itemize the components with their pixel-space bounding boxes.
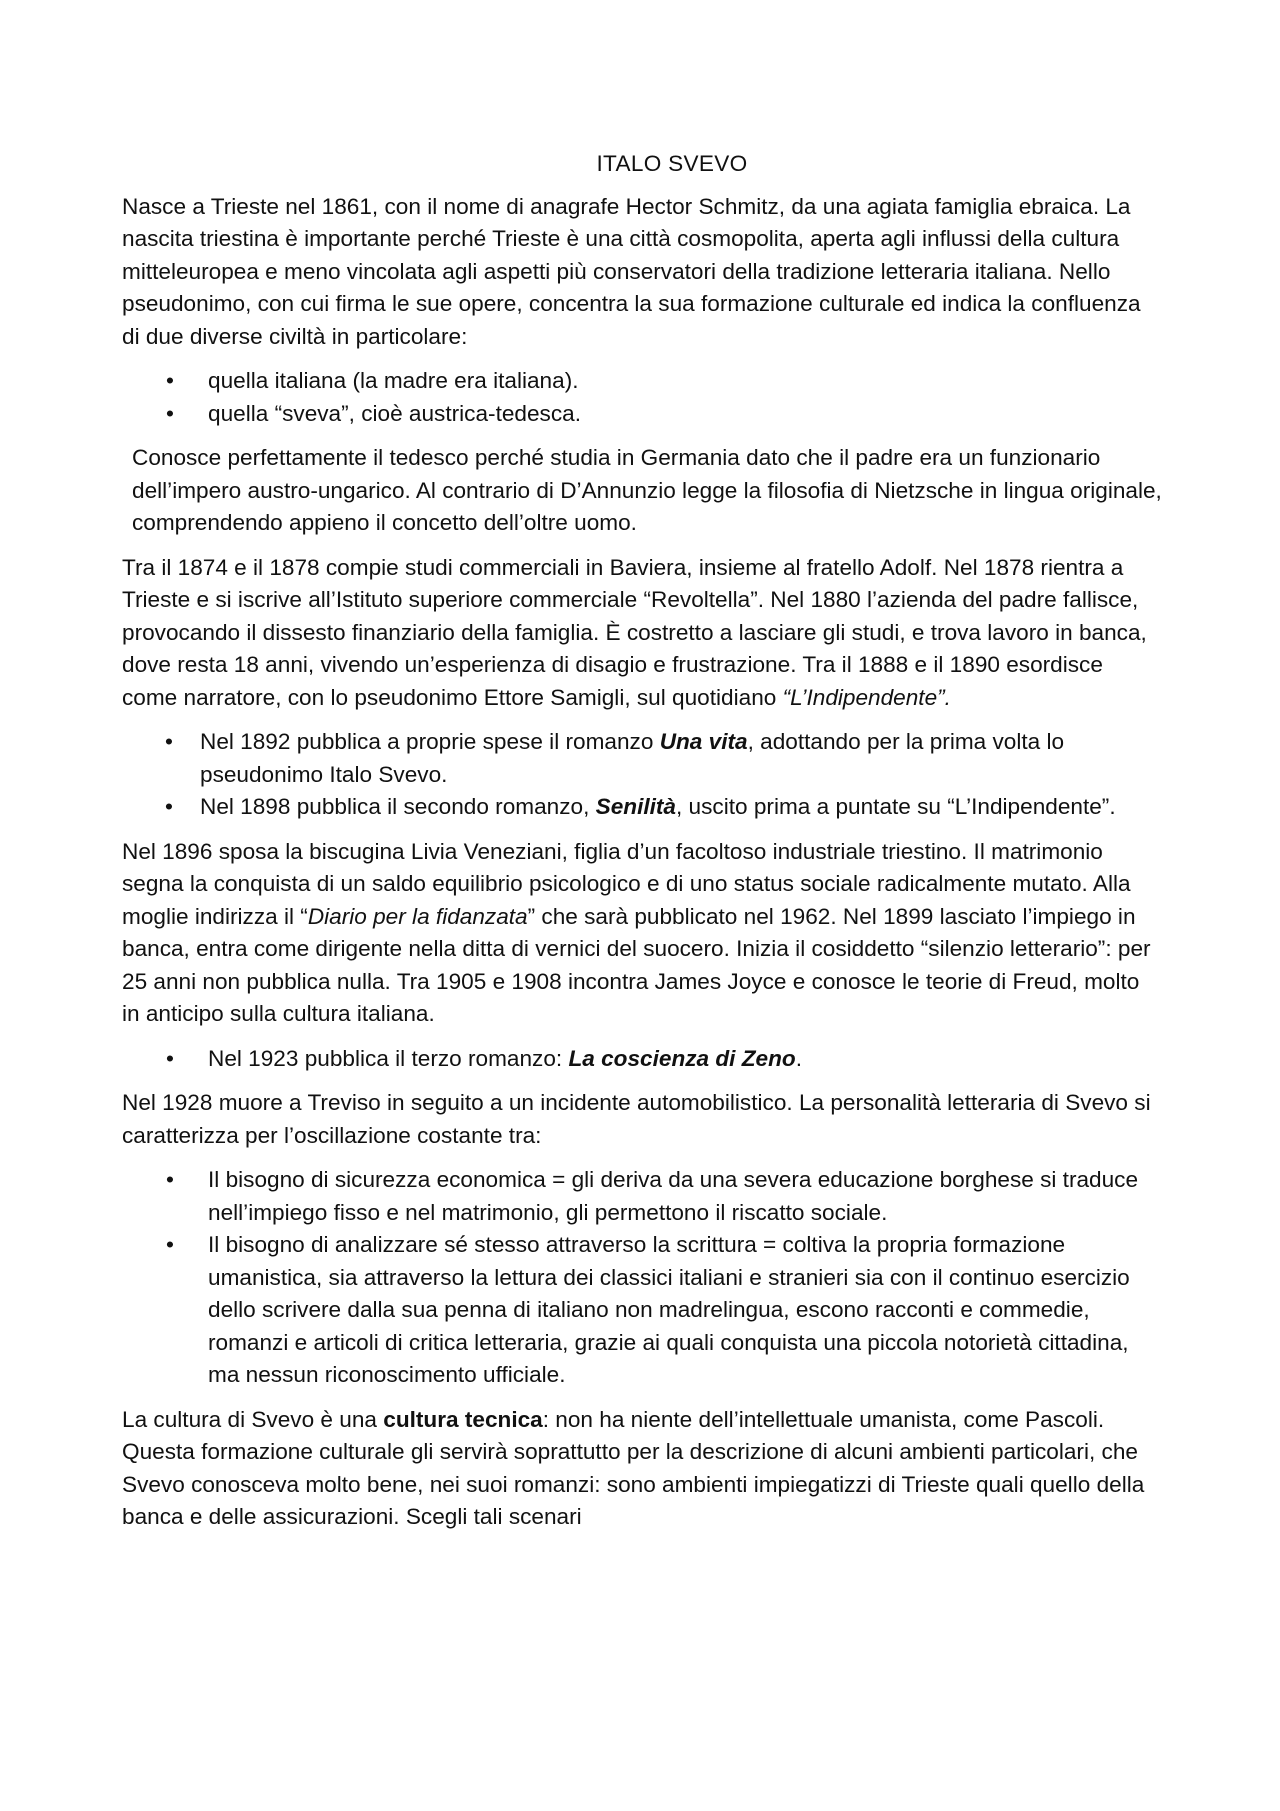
newspaper-title: “L’Indipendente”.	[782, 684, 951, 710]
list-item	[122, 791, 1162, 824]
paragraph-text: : non ha niente dell’intellettuale umanista, come Pascoli. Questa formazione culturale gli servirà soprattutto per la descrizione di alcuni ambienti particolari, che Svevo conosceva molto bene, nei suoi romanzi: sono ambienti impiegatizzi di Trieste quali quello della banca e delle assicurazioni. Scegli tali scenari	[122, 1406, 1145, 1529]
list-item-text: Nel 1892 pubblica a proprie spese il romanzo	[200, 729, 660, 754]
paragraph-text: Nel 1896 sposa la biscugina Livia Veneziani, figlia d’un facoltoso industriale triestino. Il matrimonio segna la conquista di un saldo equilibrio psicologico e di uno status sociale radicalmente mutato. Alla moglie indirizza il “	[122, 838, 1131, 929]
paragraph-studies	[122, 552, 1162, 715]
novel-title: La coscienza di Zeno	[568, 1045, 796, 1071]
paragraph-culture	[122, 1404, 1162, 1534]
list-item-text: , adottando per la prima volta lo pseudonimo Italo Svevo.	[200, 729, 1065, 787]
bullet-list-personality	[122, 1164, 1162, 1392]
paragraph-text: ” che sarà pubblicato nel 1962. Nel 1899 lasciato l’impiego in banca, entra come dirigente nella ditta di vernici del suocero. Inizia il cosiddetto “silenzio letterario”: per 25 anni non pubblica nulla. Tra 1905 e 1908 incontra James Joyce e conosce le teorie di Freud, molto in anticipo sulla cultura italiana.	[122, 903, 1151, 1026]
paragraph-marriage	[122, 836, 1162, 1031]
list-item: • quella italiana (la madre era italiana).	[122, 365, 1162, 398]
list-item-text: .	[795, 1045, 802, 1071]
paragraph-text: La cultura di Svevo è una	[122, 1406, 384, 1432]
bullet-list-zeno	[122, 1043, 1162, 1076]
document-title: ITALO SVEVO	[596, 151, 748, 176]
list-item-text: Nel 1898 pubblica il secondo romanzo,	[200, 794, 596, 819]
list-item-text: , uscito prima a puntate su “L’Indipendente”.	[676, 794, 1116, 819]
bullet-list-novels	[122, 726, 1162, 824]
list-item: • Il bisogno di analizzare sé stesso attraverso la scrittura = coltiva la propria formazione umanistica, sia attraverso la lettura dei classici italiani e stranieri sia con il continuo esercizio dello scrivere dalla sua penna di italiano non madrelingua, escono racconti e commedie, romanzi e articoli di critica letteraria, grazie ai quali conquista una piccola notorietà cittadina, ma nessun riconoscimento ufficiale.	[122, 1229, 1162, 1392]
paragraph-german: Conosce perfettamente il tedesco perché studia in Germania dato che il padre era un funzionario dell’impero austro-ungarico. Al contrario di D’Annunzio legge la filosofia di Nietzsche in lingua originale, comprendendo appieno il concetto dell’oltre uomo.	[132, 445, 1162, 535]
paragraph-death: Nel 1928 muore a Treviso in seguito a un incidente automobilistico. La personalità letteraria di Svevo si caratterizza per l’oscillazione costante tra:	[122, 1090, 1151, 1148]
bullet-list-civilizations	[122, 365, 1162, 430]
list-item: • Il bisogno di sicurezza economica = gli deriva da una severa educazione borghese si traduce nell’impiego fisso e nel matrimonio, gli permettono il riscatto sociale.	[122, 1164, 1162, 1229]
list-item-text: Nel 1923 pubblica il terzo romanzo:	[208, 1045, 569, 1071]
bold-term: cultura tecnica	[383, 1406, 543, 1432]
paragraph-birth: Nasce a Trieste nel 1861, con il nome di anagrafe Hector Schmitz, da una agiata famiglia ebraica. La nascita triestina è importante perché Trieste è una città cosmopolita, aperta agli influssi della cultura mitteleuropea e meno vincolata agli aspetti più conservatori della tradizione letteraria italiana. Nello pseudonimo, con cui firma le sue opere, concentra la sua formazione culturale ed indica la confluenza di due diverse civiltà in particolare:	[122, 193, 1141, 349]
paragraph-text: Tra il 1874 e il 1878 compie studi commerciali in Baviera, insieme al fratello Adolf. Nel 1878 rientra a Trieste e si iscrive all’Istituto superiore commerciale “Revoltella”. Nel 1880 l’azienda del padre fallisce, provocando il dissesto finanziario della famiglia. È costretto a lasciare gli studi, e trova lavoro in banca, dove resta 18 anni, vivendo un’esperienza di disagio e frustrazione. Tra il 1888 e il 1890 esordisce come narratore, con lo pseudonimo Ettore Samigli, sul quotidiano	[122, 554, 1147, 710]
novel-title: Senilità	[595, 794, 676, 819]
list-item: • quella “sveva”, cioè austrica-tedesca.	[122, 398, 1162, 431]
diary-title: Diario per la fidanzata	[307, 903, 528, 929]
list-item	[122, 726, 1162, 791]
list-item	[122, 1043, 1162, 1076]
novel-title: Una vita	[659, 729, 748, 754]
document-page	[122, 148, 1162, 1546]
